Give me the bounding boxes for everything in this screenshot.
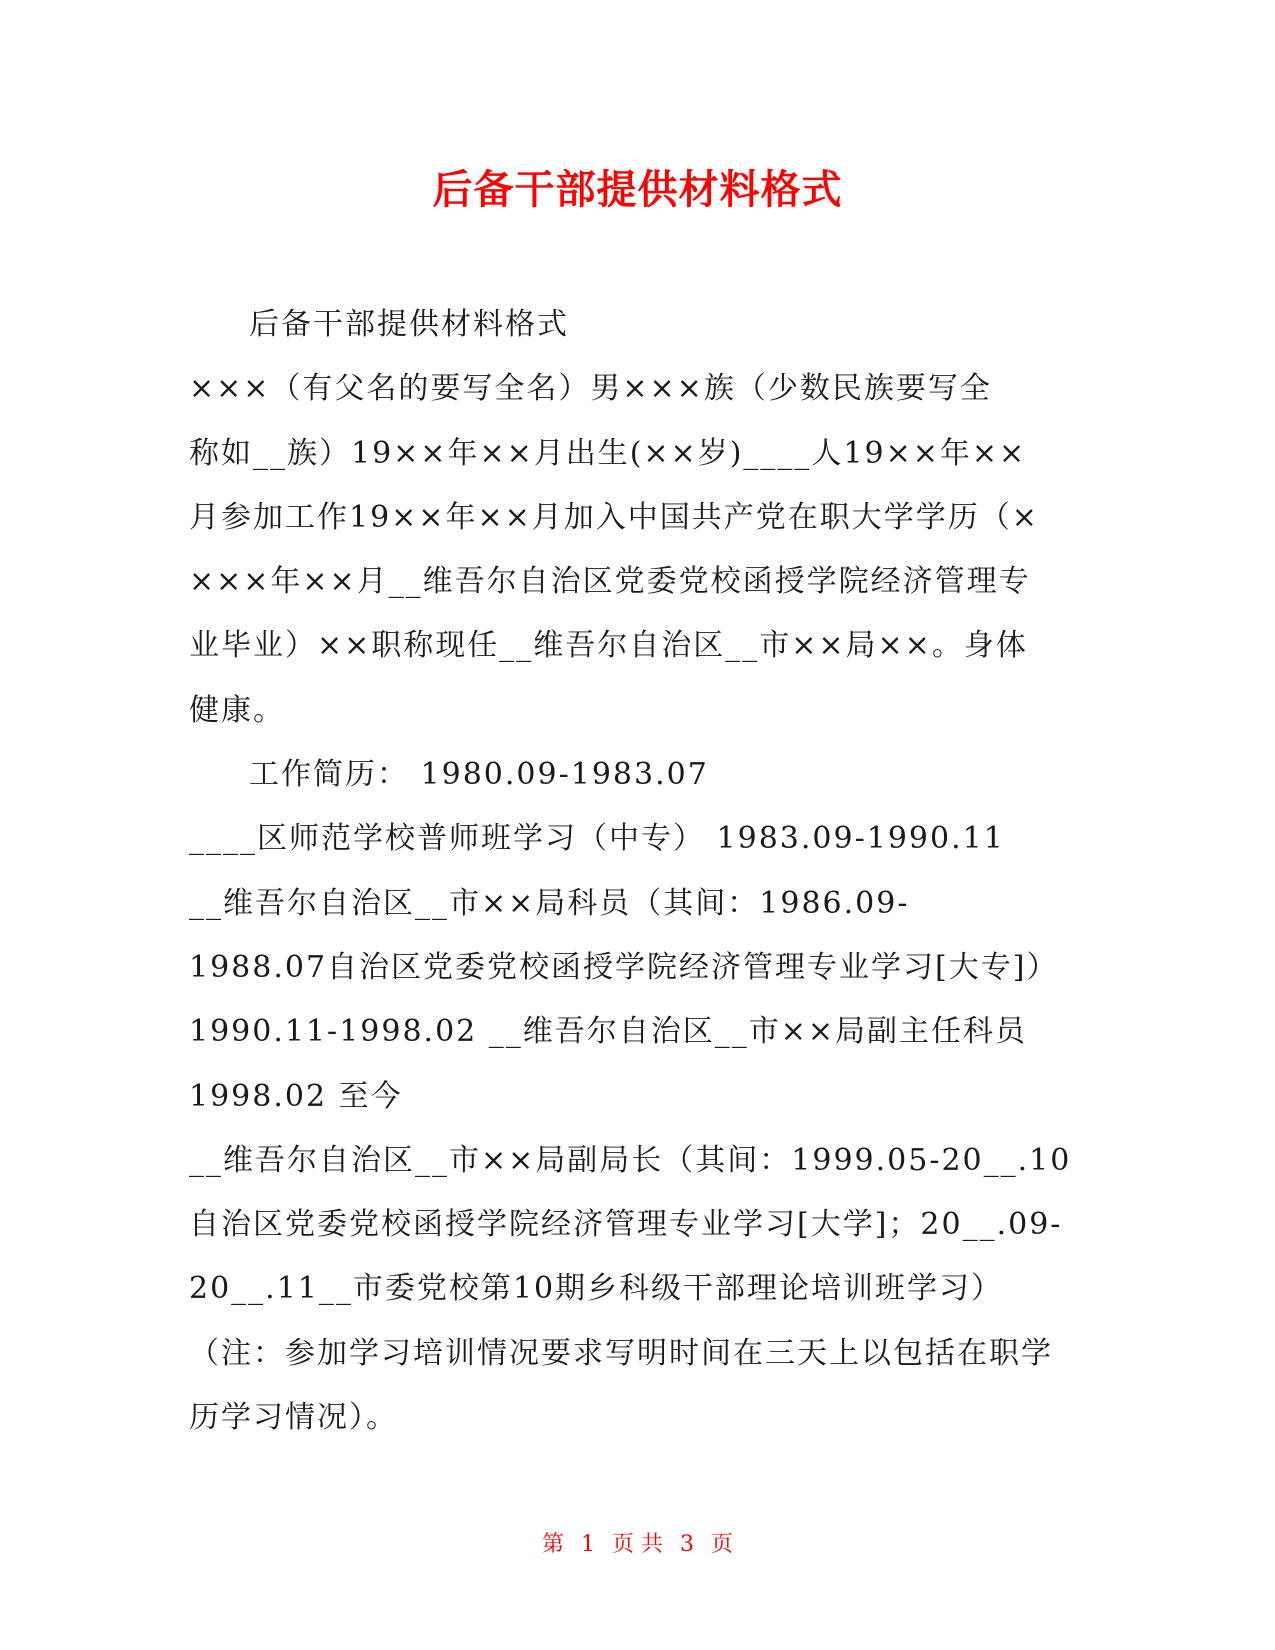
work-history-line: 1988.07自治区党委党校函授学院经济管理专业学习[大专]）: [189, 949, 1059, 985]
footer-suffix: 页: [711, 1532, 734, 1557]
work-history-line: ____区师范学校普师班学习（中专） 1983.09-1990.11: [189, 821, 1005, 857]
note-line: 历学习情况）。: [189, 1400, 398, 1436]
footer-total-pages: 3: [680, 1532, 694, 1557]
body-line: 业毕业）××职称现任__维吾尔自治区__市××局××。身体: [189, 628, 1028, 664]
body-heading: 后备干部提供材料格式: [249, 307, 569, 342]
page-title: 后备干部提供材料格式: [432, 167, 843, 213]
footer-mid: 页 共: [612, 1532, 663, 1557]
page-number-footer: [0, 1530, 1275, 1560]
body-line: 健康。: [189, 692, 285, 728]
work-history-line: 1990.11-1998.02 __维吾尔自治区__市××局副主任科员: [189, 1014, 1028, 1050]
body-line: ×××年××月__维吾尔自治区党委党校函授学院经济管理专: [189, 564, 1031, 600]
footer-current-page: 1: [581, 1532, 595, 1557]
body-line: ×××（有父名的要写全名）男×××族（少数民族要写全: [189, 371, 992, 407]
body-line: 称如__族）19××年××月出生(××岁)____人19××年××: [189, 435, 1027, 471]
document-body: [189, 293, 1089, 1450]
footer-prefix: 第: [541, 1532, 564, 1557]
work-history-line: 自治区党委党校函授学院经济管理专业学习[大学]；20__.09-: [189, 1207, 1063, 1243]
work-history-line: 20__.11__市委党校第10期乡科级干部理论培训班学习）: [189, 1271, 1004, 1307]
work-history-line: __维吾尔自治区__市××局科员（其间：1986.09-: [189, 885, 910, 921]
work-history-line: __维吾尔自治区__市××局副局长（其间：1999.05-20__.10: [189, 1142, 1072, 1178]
work-history-heading: 工作简历： 1980.09-1983.07: [249, 757, 709, 793]
body-line: 月参加工作19××年××月加入中国共产党在职大学学历（×: [189, 499, 1039, 535]
note-line: （注：参加学习培训情况要求写明时间在三天上以包括在职学: [189, 1335, 1053, 1371]
work-history-line: 1998.02 至今: [189, 1078, 403, 1114]
